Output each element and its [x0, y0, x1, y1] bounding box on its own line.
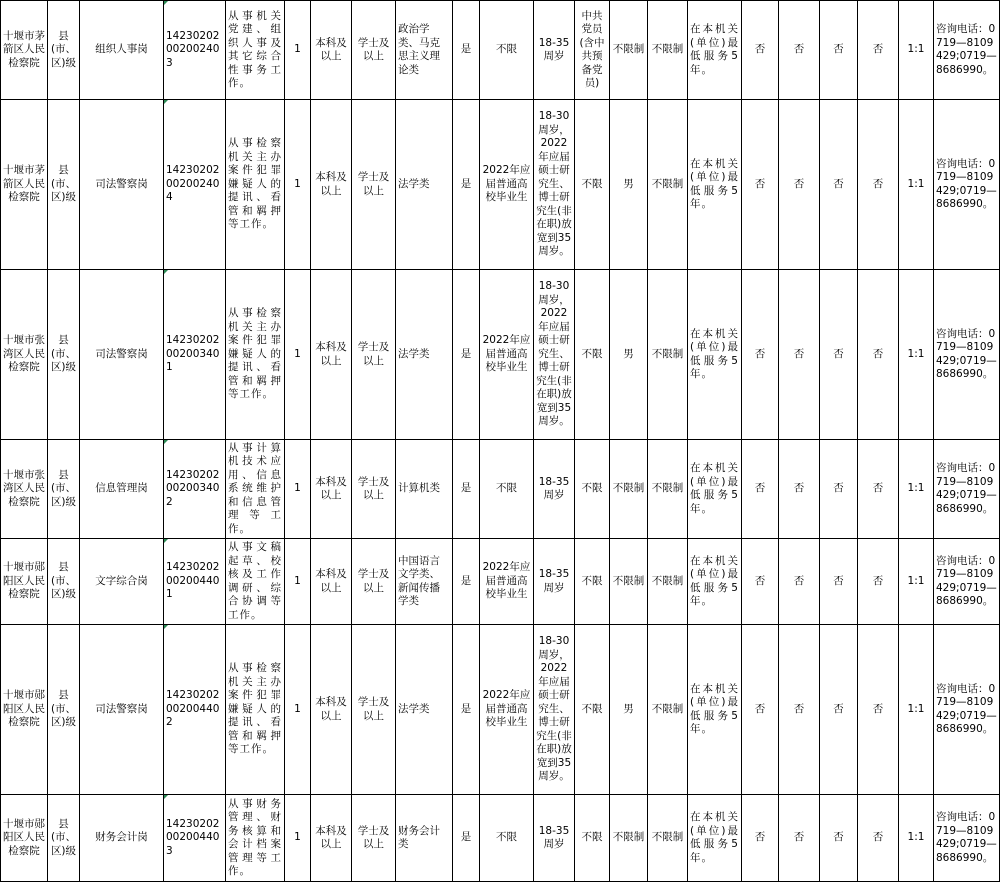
- table-row: [1, 440, 1000, 539]
- cell-education: 本科及以上: [311, 440, 352, 539]
- cell-code: 14230202002002403: [164, 1, 226, 100]
- cell-c2: 否: [779, 795, 820, 882]
- cell-c3: 否: [820, 270, 858, 440]
- cell-contact: 咨询电话：0719—8109429;0719—8686990。: [934, 100, 1000, 270]
- cell-target: 不限: [480, 440, 534, 539]
- cell-count: 1: [285, 100, 311, 270]
- cell-service: 在本机关(单位)最低服务5年。: [688, 100, 742, 270]
- cell-gender: 不限制: [610, 795, 648, 882]
- cell-degree: 学士及以上: [352, 440, 396, 539]
- cell-unit: 十堰市茅箭区人民检察院: [1, 100, 48, 270]
- cell-position: 司法警察岗: [80, 625, 164, 795]
- cell-education: 本科及以上: [311, 795, 352, 882]
- cell-c3: 否: [820, 100, 858, 270]
- cell-count: 1: [285, 1, 311, 100]
- cell-gender: 不限制: [610, 1, 648, 100]
- cell-major: 法学类: [396, 100, 453, 270]
- cell-ratio: 1:1: [899, 440, 934, 539]
- cell-major: 法学类: [396, 625, 453, 795]
- cell-major: 法学类: [396, 270, 453, 440]
- cell-unit: 十堰市张湾区人民检察院: [1, 270, 48, 440]
- cell-duty: 从事检察机关主办案件犯罪嫌疑人的提讯、看管和羁押等工作。: [226, 100, 285, 270]
- cell-duty: 从事检察机关主办案件犯罪嫌疑人的提讯、看管和羁押等工作。: [226, 270, 285, 440]
- cell-position: 组织人事岗: [80, 1, 164, 100]
- cell-gender: 男: [610, 625, 648, 795]
- cell-code: 14230202002003401: [164, 270, 226, 440]
- cell-target: 2022年应届普通高校毕业生: [480, 625, 534, 795]
- cell-code: 14230202002004403: [164, 795, 226, 882]
- cell-service: 在本机关(单位)最低服务5年。: [688, 1, 742, 100]
- cell-c4: 否: [858, 625, 899, 795]
- cell-ratio: 1:1: [899, 1, 934, 100]
- cell-level: 县(市、区)级: [48, 1, 80, 100]
- cell-required: 是: [453, 100, 480, 270]
- cell-education: 本科及以上: [311, 539, 352, 625]
- cell-required: 是: [453, 1, 480, 100]
- cell-count: 1: [285, 539, 311, 625]
- cell-c3: 否: [820, 795, 858, 882]
- cell-other: 不限制: [648, 440, 688, 539]
- cell-count: 1: [285, 270, 311, 440]
- table-row: [1, 625, 1000, 795]
- cell-service: 在本机关(单位)最低服务5年。: [688, 270, 742, 440]
- cell-c4: 否: [858, 100, 899, 270]
- cell-major: 政治学类、马克思主义理论类: [396, 1, 453, 100]
- cell-code: 14230202002003402: [164, 440, 226, 539]
- cell-target: 2022年应届普通高校毕业生: [480, 100, 534, 270]
- cell-c3: 否: [820, 440, 858, 539]
- cell-service: 在本机关(单位)最低服务5年。: [688, 440, 742, 539]
- cell-other: 不限制: [648, 539, 688, 625]
- cell-other: 不限制: [648, 625, 688, 795]
- cell-age: 18-35周岁: [534, 440, 575, 539]
- cell-c2: 否: [779, 539, 820, 625]
- cell-contact: 咨询电话：0719—8109429;0719—8686990。: [934, 625, 1000, 795]
- cell-politics: 不限: [575, 795, 610, 882]
- cell-duty: 从事财务管理、财务核算和会计档案管理等工作。: [226, 795, 285, 882]
- cell-level: 县(市、区)级: [48, 625, 80, 795]
- cell-service: 在本机关(单位)最低服务5年。: [688, 625, 742, 795]
- cell-required: 是: [453, 539, 480, 625]
- cell-c2: 否: [779, 1, 820, 100]
- cell-c3: 否: [820, 625, 858, 795]
- cell-level: 县(市、区)级: [48, 795, 80, 882]
- cell-duty: 从事机关党建、组织人事及其它综合性事务工作。: [226, 1, 285, 100]
- cell-degree: 学士及以上: [352, 539, 396, 625]
- cell-other: 不限制: [648, 270, 688, 440]
- cell-c4: 否: [858, 1, 899, 100]
- cell-education: 本科及以上: [311, 270, 352, 440]
- cell-service: 在本机关(单位)最低服务5年。: [688, 539, 742, 625]
- cell-c1: 否: [742, 270, 779, 440]
- cell-position: 文字综合岗: [80, 539, 164, 625]
- cell-ratio: 1:1: [899, 539, 934, 625]
- cell-level: 县(市、区)级: [48, 100, 80, 270]
- cell-position: 司法警察岗: [80, 100, 164, 270]
- cell-unit: 十堰市茅箭区人民检察院: [1, 1, 48, 100]
- cell-contact: 咨询电话：0719—8109429;0719—8686990。: [934, 795, 1000, 882]
- cell-major: 财务会计类: [396, 795, 453, 882]
- cell-major: 计算机类: [396, 440, 453, 539]
- cell-ratio: 1:1: [899, 100, 934, 270]
- cell-c1: 否: [742, 1, 779, 100]
- cell-duty: 从事检察机关主办案件犯罪嫌疑人的提讯、看管和羁押等工作。: [226, 625, 285, 795]
- cell-gender: 男: [610, 270, 648, 440]
- cell-service: 在本机关(单位)最低服务5年。: [688, 795, 742, 882]
- cell-education: 本科及以上: [311, 1, 352, 100]
- cell-other: 不限制: [648, 1, 688, 100]
- cell-age: 18-35周岁: [534, 539, 575, 625]
- cell-c4: 否: [858, 795, 899, 882]
- cell-position: 司法警察岗: [80, 270, 164, 440]
- cell-ratio: 1:1: [899, 625, 934, 795]
- cell-target: 不限: [480, 1, 534, 100]
- cell-contact: 咨询电话：0719—8109429;0719—8686990。: [934, 440, 1000, 539]
- cell-gender: 不限制: [610, 539, 648, 625]
- cell-unit: 十堰市张湾区人民检察院: [1, 440, 48, 539]
- cell-code: 14230202002004402: [164, 625, 226, 795]
- cell-unit: 十堰市郧阳区人民检察院: [1, 625, 48, 795]
- cell-c2: 否: [779, 100, 820, 270]
- cell-level: 县(市、区)级: [48, 440, 80, 539]
- cell-target: 不限: [480, 795, 534, 882]
- cell-position: 财务会计岗: [80, 795, 164, 882]
- cell-ratio: 1:1: [899, 795, 934, 882]
- cell-count: 1: [285, 440, 311, 539]
- cell-ratio: 1:1: [899, 270, 934, 440]
- cell-degree: 学士及以上: [352, 100, 396, 270]
- cell-c3: 否: [820, 1, 858, 100]
- cell-age: 18-30周岁，2022年应届硕士研究生、博士研究生(非在职)放宽到35周岁。: [534, 270, 575, 440]
- cell-major: 中国语言文学类、新闻传播学类: [396, 539, 453, 625]
- cell-c4: 否: [858, 270, 899, 440]
- cell-c1: 否: [742, 539, 779, 625]
- cell-other: 不限制: [648, 795, 688, 882]
- cell-degree: 学士及以上: [352, 1, 396, 100]
- cell-c2: 否: [779, 625, 820, 795]
- cell-count: 1: [285, 795, 311, 882]
- cell-position: 信息管理岗: [80, 440, 164, 539]
- cell-required: 是: [453, 270, 480, 440]
- cell-count: 1: [285, 625, 311, 795]
- cell-target: 2022年应届普通高校毕业生: [480, 539, 534, 625]
- cell-code: 14230202002002404: [164, 100, 226, 270]
- cell-unit: 十堰市郧阳区人民检察院: [1, 539, 48, 625]
- cell-politics: 不限: [575, 539, 610, 625]
- cell-gender: 不限制: [610, 440, 648, 539]
- table-body: [1, 1, 1000, 882]
- cell-politics: 中共党员(含中共预备党员): [575, 1, 610, 100]
- table-row: [1, 1, 1000, 100]
- table-row: [1, 100, 1000, 270]
- cell-unit: 十堰市郧阳区人民检察院: [1, 795, 48, 882]
- cell-contact: 咨询电话：0719—8109429;0719—8686990。: [934, 539, 1000, 625]
- cell-degree: 学士及以上: [352, 795, 396, 882]
- cell-politics: 不限: [575, 270, 610, 440]
- cell-education: 本科及以上: [311, 100, 352, 270]
- cell-age: 18-30周岁，2022年应届硕士研究生、博士研究生(非在职)放宽到35周岁。: [534, 100, 575, 270]
- cell-c2: 否: [779, 440, 820, 539]
- cell-code: 14230202002004401: [164, 539, 226, 625]
- cell-c4: 否: [858, 440, 899, 539]
- cell-required: 是: [453, 625, 480, 795]
- cell-age: 18-35周岁: [534, 795, 575, 882]
- cell-c2: 否: [779, 270, 820, 440]
- cell-required: 是: [453, 795, 480, 882]
- cell-c3: 否: [820, 539, 858, 625]
- cell-c1: 否: [742, 440, 779, 539]
- table-row: [1, 795, 1000, 882]
- cell-level: 县(市、区)级: [48, 539, 80, 625]
- cell-contact: 咨询电话：0719—8109429;0719—8686990。: [934, 1, 1000, 100]
- cell-c1: 否: [742, 625, 779, 795]
- cell-target: 2022年应届普通高校毕业生: [480, 270, 534, 440]
- cell-other: 不限制: [648, 100, 688, 270]
- cell-contact: 咨询电话：0719—8109429;0719—8686990。: [934, 270, 1000, 440]
- table-row: [1, 270, 1000, 440]
- cell-education: 本科及以上: [311, 625, 352, 795]
- cell-duty: 从事文稿起草、校核及工作调研、综合协调等工作。: [226, 539, 285, 625]
- cell-c4: 否: [858, 539, 899, 625]
- cell-degree: 学士及以上: [352, 270, 396, 440]
- cell-gender: 男: [610, 100, 648, 270]
- cell-degree: 学士及以上: [352, 625, 396, 795]
- cell-politics: 不限: [575, 100, 610, 270]
- table-row: [1, 539, 1000, 625]
- cell-politics: 不限: [575, 625, 610, 795]
- cell-required: 是: [453, 440, 480, 539]
- cell-age: 18-35周岁: [534, 1, 575, 100]
- cell-duty: 从事计算机技术应用、信息系统维护和信息管理等工作。: [226, 440, 285, 539]
- cell-c1: 否: [742, 100, 779, 270]
- cell-level: 县(市、区)级: [48, 270, 80, 440]
- cell-c1: 否: [742, 795, 779, 882]
- cell-age: 18-30周岁，2022年应届硕士研究生、博士研究生(非在职)放宽到35周岁。: [534, 625, 575, 795]
- cell-politics: 不限: [575, 440, 610, 539]
